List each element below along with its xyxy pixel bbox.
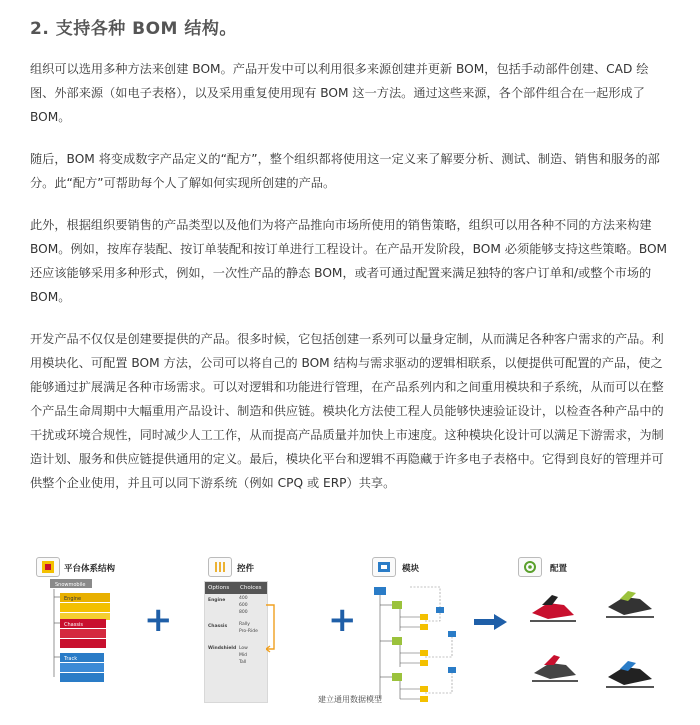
tree-node-track: Track [64,656,78,662]
stage-label-platform: 平台体系结构 [64,564,116,574]
figure-caption: 建立通用数据模型 [318,695,382,704]
module-tree-diagram [370,581,470,703]
stage-label-configuration: 配置 [550,564,568,574]
stage-label-module: 模块 [402,564,420,574]
controls-header-choices: Choices [240,585,262,591]
paragraph-modular-bom: 开发产品不仅仅是创建要提供的产品。很多时候，它包括创建一系列可以量身定制，从而满足各种客户需求的产品。利用模块化、可配置 BOM 方法，公司可以将自己的 BOM 结构与需求驱动的逻辑相联系，以便提供可配置的产品，使之能够通过扩展满足各种市场需求。可以对逻辑和功能进行管理，在产品系列内和之间重用模块和子系统，从而可以在整个产品生命周期中大幅重用产品设计、制造和供应链。模块化方法使工程人员能够快速验证设计，以检查各种产品中的干扰或环境合规性，同时减少人工工作，从而提高产品质量并加快上市速度。这种模块化设计可以满足下游需求，为制造计划、服务和供应链提供通用的定义。最后，模块化平台和逻辑不再隐藏于许多电子表格中。它得到良好的管理并可供整个企业使用，并且可以同下游系统（例如 CPQ 或 ERP）共享。 [30,332,664,490]
snowmobile-2 [606,591,654,617]
paragraph-bom-strategies: 此外，根据组织要销售的产品类型以及他们为将产品推向市场所使用的销售策略，组织可以用各种不同的方法来构建 BOM。例如，按库存装配、按订单装配和按订单进行工程设计。在产品开发阶段，BOM 必须能够支持这些策略。BOM 还应该能够采用多种形式，例如，一次性产品的静态 BOM，或者可通过配置来满足独特的客户订单和/或整个市场的 BOM。 [30,218,668,304]
controls-group-chassis: Chassis [208,624,228,629]
snowmobile-3 [532,655,578,681]
plus-sign-2: + [328,600,357,640]
snowmobile-1 [530,595,576,621]
configuration-icon [518,557,542,577]
controls-bracket [266,601,280,661]
paragraph-bom-recipe: 随后，BOM 将变成数字产品定义的“配方”，整个组织都将使用这一定义来了解要分析、测试、制造、销售和服务的部分。此“配方”可帮助每个人了解如何实现所创建的产品。 [30,152,660,190]
platform-structure-icon [36,557,60,577]
paragraph-bom-sources: 组织可以选用多种方法来创建 BOM。产品开发中可以利用很多来源创建并更新 BOM，包括手动部件创建、CAD 绘图、外部来源（如电子表格），以及采用重复使用现有 BOM 这一方法。通过这些来源，各个部件组合在一起形成了 BOM。 [30,62,649,124]
controls-group-engine: Engine [208,598,226,603]
snowmobile-4 [606,661,654,687]
controls-icon [208,557,232,577]
right-arrow [474,613,508,631]
controls-group-windshield: Windshield [208,646,237,651]
controls-header-options: Options [208,585,230,591]
plus-sign-1: + [144,600,173,640]
controls-table: Options Choices Engine 400 600 800 Chassis Rally Pro-Ride Windshield Low Mid Tall [204,581,268,703]
tree-node-chassis: Chassis [64,622,83,628]
stage-label-controls: 控件 [237,564,255,574]
tree-node-snowmobile: Snowmobile [55,582,86,588]
module-icon [372,557,396,577]
snowmobile-configurations [528,585,668,705]
tree-node-engine: Engine [64,596,82,602]
section-heading: 2. 支持各种 BOM 结构。 [30,19,237,39]
platform-tree-diagram [30,577,140,697]
